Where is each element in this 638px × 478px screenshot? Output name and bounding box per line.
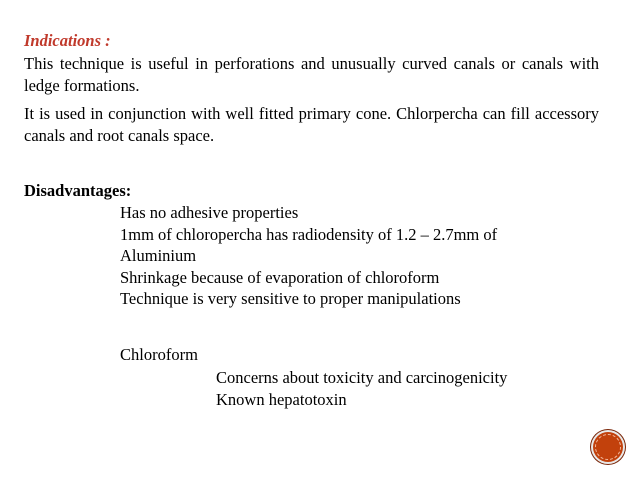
indications-heading: Indications : <box>24 31 111 50</box>
disadvantage-item: Shrinkage because of evaporation of chloroform <box>120 267 440 287</box>
indications-paragraph-1: This technique is useful in perforations and unusually curved canals or canals with ledge formations. <box>24 54 599 95</box>
disadvantage-item: Has no adhesive properties <box>120 203 299 222</box>
disadvantages-list <box>120 202 590 310</box>
chloroform-item: Concerns about toxicity and carcinogenicity <box>216 368 508 387</box>
circle-nav-icon[interactable] <box>593 432 623 462</box>
disadvantage-item: Technique is very sensitive to proper manipulations <box>120 289 461 309</box>
disadvantage-item: Aluminium <box>120 246 197 266</box>
disadvantages-heading: Disadvantages: <box>24 181 132 200</box>
disadvantage-item: 1mm of chloropercha has radiodensity of 1.2 – 2.7mm of <box>120 224 498 244</box>
chloroform-item: Known hepatotoxin <box>216 389 347 409</box>
chloroform-title: Chloroform <box>120 345 198 364</box>
indications-paragraph-2: It is used in conjunction with well fitted primary cone. Chlorpercha can fill accessory canals and root canals space. <box>24 104 599 145</box>
chloroform-list <box>216 367 507 410</box>
